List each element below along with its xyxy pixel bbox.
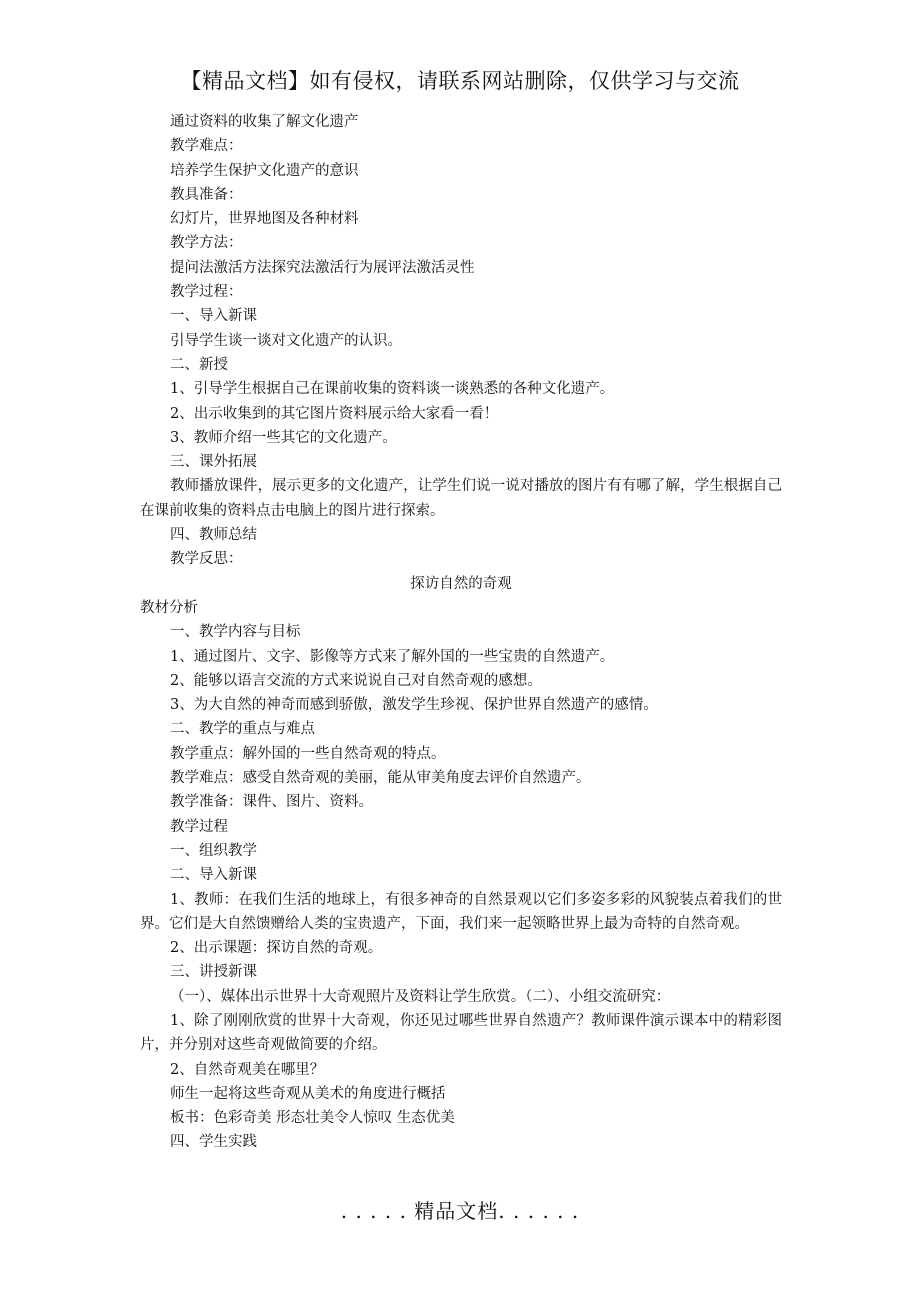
text-line: 四、学生实践 [170, 1134, 257, 1151]
text-line: 二、新授 [170, 356, 228, 373]
page-footer: . . . . . 精品文档. . . . . . [340, 1199, 580, 1223]
text-line: 一、导入新课 [170, 308, 257, 325]
text-line: （一）、媒体出示世界十大奇观照片及资料让学生欣赏。（二）、小组交流研究： [170, 988, 671, 1005]
text-line: 教材分析 [140, 599, 198, 616]
text-paragraph: 1、教师：在我们生活的地球上，有很多神奇的自然景观以它们多姿多彩的风貌装点着我们的世界。它们是大自然馈赠给人类的宝贵遗产，下面，我们来一起领略世界上最为奇特的自然奇观。 [140, 891, 782, 932]
page-header: 【精品文档】如有侵权，请联系网站删除，仅供学习与交流 [180, 69, 740, 93]
text-line: 2、出示课题：探访自然的奇观。 [170, 940, 383, 957]
text-line: 教学过程 [170, 818, 228, 835]
text-line: 1、通过图片、文字、影像等方式来了解外国的一些宝贵的自然遗产。 [170, 648, 615, 665]
text-line: 3、教师介绍一些其它的文化遗产。 [170, 429, 397, 446]
text-line: 幻灯片，世界地图及各种材料 [170, 211, 359, 228]
text-line: 师生一起将这些奇观从美术的角度进行概括 [170, 1085, 446, 1102]
text-line: 四、教师总结 [170, 527, 257, 544]
text-line: 2、出示收集到的其它图片资料展示给大家看一看！ [170, 405, 499, 422]
text-line: 教学难点：感受自然奇观的美丽，能从审美角度去评价自然遗产。 [170, 770, 591, 787]
text-line: 2、自然奇观美在哪里？ [170, 1061, 325, 1078]
text-line: 一、教学内容与目标 [170, 624, 301, 641]
text-line: 教学难点： [170, 138, 243, 155]
text-line: 引导学生谈一谈对文化遗产的认识。 [170, 332, 402, 349]
section-title: 探访自然的奇观 [410, 575, 512, 592]
text-line: 教学方法： [170, 235, 243, 252]
text-line: 教学重点：解外国的一些自然奇观的特点。 [170, 745, 446, 762]
text-paragraph: 1、除了刚刚欣赏的世界十大奇观，你还见过哪些世界自然遗产？教师课件演示课本中的精彩图片，并分别对这些奇观做简要的介绍。 [140, 1012, 782, 1054]
text-line: 3、为大自然的神奇而感到骄傲，激发学生珍视、保护世界自然遗产的感情。 [170, 697, 658, 714]
text-line: 教学过程： [170, 284, 243, 301]
text-line: 教具准备： [170, 186, 243, 203]
text-line: 2、能够以语言交流的方式来说说自己对自然奇观的感想。 [170, 672, 542, 689]
text-line: 1、引导学生根据自己在课前收集的资料谈一谈熟悉的各种文化遗产。 [170, 381, 615, 398]
text-line: 提问法激活方法探究法激活行为展评法激活灵性 [170, 259, 475, 276]
text-line: 培养学生保护文化遗产的意识 [170, 162, 359, 179]
text-line: 三、讲授新课 [170, 964, 257, 981]
text-line: 板书：色彩奇美 形态壮美令人惊叹 生态优美 [170, 1110, 455, 1127]
text-line: 教学反思： [170, 551, 243, 568]
text-line: 二、教学的重点与难点 [170, 721, 315, 738]
text-line: 教学准备：课件、图片、资料。 [170, 794, 373, 811]
text-line: 二、导入新课 [170, 867, 257, 884]
text-paragraph: 教师播放课件，展示更多的文化遗产，让学生们说一说对播放的图片有有哪了解，学生根据自己在课前收集的资料点击电脑上的图片进行探索。 [140, 478, 782, 519]
text-line: 三、课外拓展 [170, 454, 257, 471]
text-line: 一、组织教学 [170, 842, 257, 859]
text-line: 通过资料的收集了解文化遗产 [170, 114, 359, 130]
document-body [140, 110, 782, 1155]
